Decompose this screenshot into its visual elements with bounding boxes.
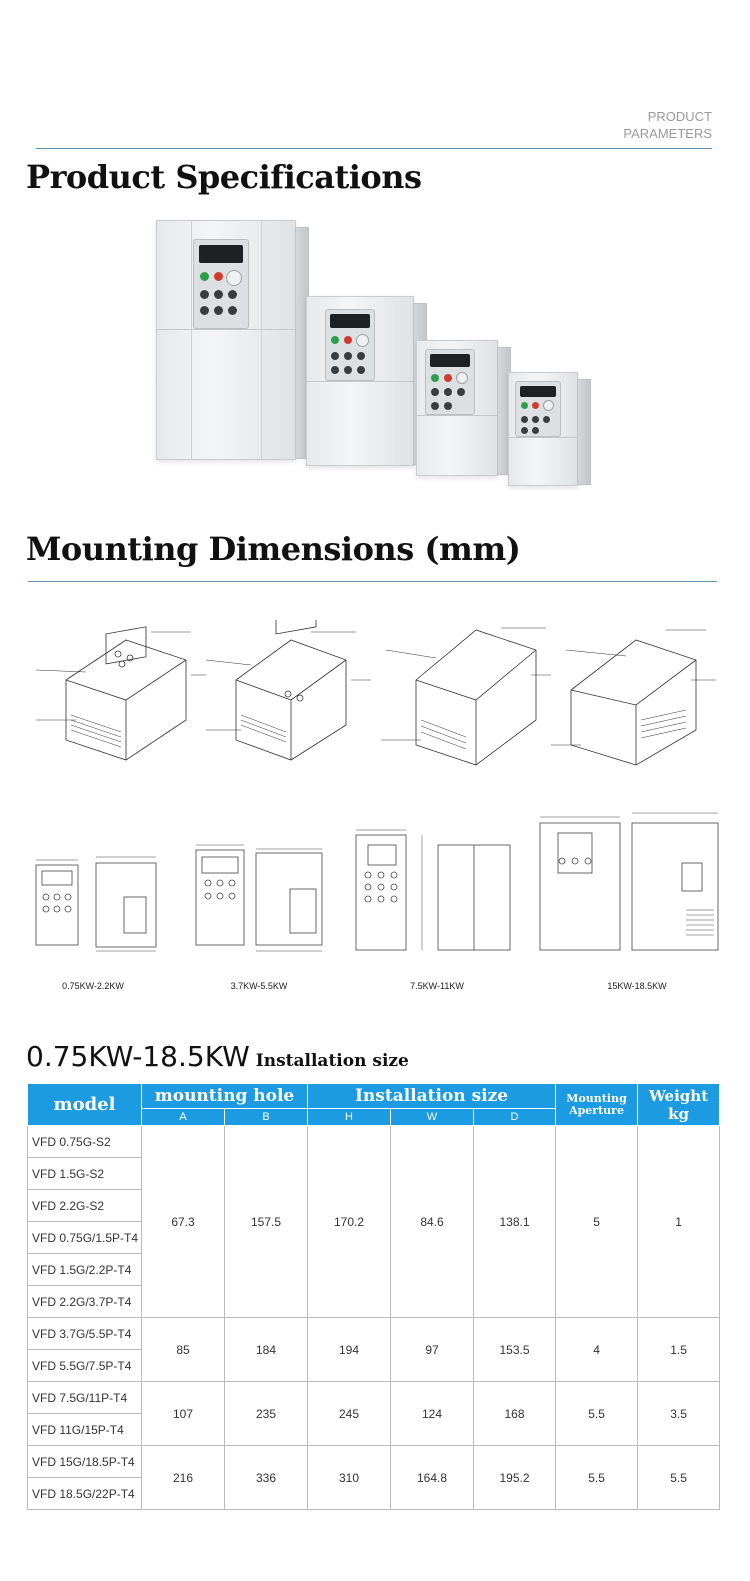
header-weight: Weight kg bbox=[638, 1084, 720, 1126]
installation-size-label: Installation size bbox=[255, 1051, 409, 1071]
vfd-unit-large bbox=[156, 220, 296, 460]
power-range: 0.75KW-18.5KW bbox=[26, 1040, 250, 1073]
outline-drawing-3 bbox=[356, 830, 510, 950]
diagram-caption-3: 7.5KW-11KW bbox=[410, 981, 464, 991]
isometric-drawing-1 bbox=[36, 627, 206, 760]
table-row bbox=[28, 1318, 720, 1350]
value-a: 216 bbox=[142, 1446, 225, 1510]
divider bbox=[28, 581, 717, 582]
value-b: 184 bbox=[225, 1318, 308, 1382]
isometric-drawings bbox=[26, 620, 726, 770]
section-label-line1: PRODUCT bbox=[647, 109, 712, 124]
model-cell: VFD 18.5G/22P-T4 bbox=[28, 1478, 142, 1510]
value-w: 164.8 bbox=[391, 1446, 474, 1510]
value-h: 170.2 bbox=[308, 1126, 391, 1318]
value-w: 124 bbox=[391, 1382, 474, 1446]
model-cell: VFD 15G/18.5P-T4 bbox=[28, 1446, 142, 1478]
product-photo bbox=[150, 210, 610, 510]
isometric-drawing-2 bbox=[206, 620, 371, 760]
outline-drawing-4 bbox=[540, 813, 718, 950]
model-cell: VFD 7.5G/11P-T4 bbox=[28, 1382, 142, 1414]
installation-size-title bbox=[26, 1040, 409, 1073]
table-row bbox=[28, 1446, 720, 1478]
value-a: 107 bbox=[142, 1382, 225, 1446]
value-h: 245 bbox=[308, 1382, 391, 1446]
model-cell: VFD 5.5G/7.5P-T4 bbox=[28, 1350, 142, 1382]
value-h: 310 bbox=[308, 1446, 391, 1510]
header-aperture: Mounting Aperture bbox=[556, 1084, 638, 1126]
vfd-unit-smallest bbox=[508, 372, 578, 486]
value-weight: 1.5 bbox=[638, 1318, 720, 1382]
value-weight: 1 bbox=[638, 1126, 720, 1318]
outline-drawing-1 bbox=[36, 857, 156, 951]
value-h: 194 bbox=[308, 1318, 391, 1382]
header-w: W bbox=[391, 1109, 474, 1126]
model-cell: VFD 0.75G/1.5P-T4 bbox=[28, 1222, 142, 1254]
header-installation-size: Installation size bbox=[308, 1084, 556, 1109]
divider bbox=[36, 148, 712, 149]
section-label bbox=[623, 108, 712, 142]
header-h: H bbox=[308, 1109, 391, 1126]
section-label-line2: PARAMETERS bbox=[623, 126, 712, 141]
table-row bbox=[28, 1382, 720, 1414]
value-b: 336 bbox=[225, 1446, 308, 1510]
model-cell: VFD 2.2G-S2 bbox=[28, 1190, 142, 1222]
dimensions-title: Mounting Dimensions (mm) bbox=[26, 530, 521, 568]
value-weight: 5.5 bbox=[638, 1446, 720, 1510]
value-a: 85 bbox=[142, 1318, 225, 1382]
vfd-unit-medium bbox=[306, 296, 414, 466]
value-d: 195.2 bbox=[474, 1446, 556, 1510]
value-aperture: 4 bbox=[556, 1318, 638, 1382]
diagram-caption-2: 3.7KW-5.5KW bbox=[230, 981, 288, 991]
model-cell: VFD 2.2G/3.7P-T4 bbox=[28, 1286, 142, 1318]
isometric-drawing-4 bbox=[551, 620, 716, 765]
model-cell: VFD 1.5G-S2 bbox=[28, 1158, 142, 1190]
value-b: 157.5 bbox=[225, 1126, 308, 1318]
value-d: 138.1 bbox=[474, 1126, 556, 1318]
value-aperture: 5.5 bbox=[556, 1382, 638, 1446]
value-d: 168 bbox=[474, 1382, 556, 1446]
diagram-caption-4: 15KW-18.5KW bbox=[607, 981, 667, 991]
value-d: 153.5 bbox=[474, 1318, 556, 1382]
header-b: B bbox=[225, 1109, 308, 1126]
specs-title: Product Specifications bbox=[26, 158, 422, 196]
isometric-drawing-3 bbox=[381, 620, 551, 765]
installation-size-table bbox=[27, 1083, 720, 1510]
value-a: 67.3 bbox=[142, 1126, 225, 1318]
header-model: model bbox=[28, 1084, 142, 1126]
header-mounting-hole: mounting hole bbox=[142, 1084, 308, 1109]
model-cell: VFD 3.7G/5.5P-T4 bbox=[28, 1318, 142, 1350]
value-aperture: 5.5 bbox=[556, 1446, 638, 1510]
header-d: D bbox=[474, 1109, 556, 1126]
header-a: A bbox=[142, 1109, 225, 1126]
table-row bbox=[28, 1126, 720, 1158]
diagram-caption-1: 0.75KW-2.2KW bbox=[62, 981, 124, 991]
model-cell: VFD 1.5G/2.2P-T4 bbox=[28, 1254, 142, 1286]
outline-drawing-2 bbox=[196, 845, 322, 951]
value-w: 84.6 bbox=[391, 1126, 474, 1318]
value-weight: 3.5 bbox=[638, 1382, 720, 1446]
value-w: 97 bbox=[391, 1318, 474, 1382]
model-cell: VFD 0.75G-S2 bbox=[28, 1126, 142, 1158]
value-aperture: 5 bbox=[556, 1126, 638, 1318]
model-cell: VFD 11G/15P-T4 bbox=[28, 1414, 142, 1446]
outline-drawings bbox=[26, 805, 726, 955]
value-b: 235 bbox=[225, 1382, 308, 1446]
vfd-unit-small bbox=[416, 340, 498, 476]
